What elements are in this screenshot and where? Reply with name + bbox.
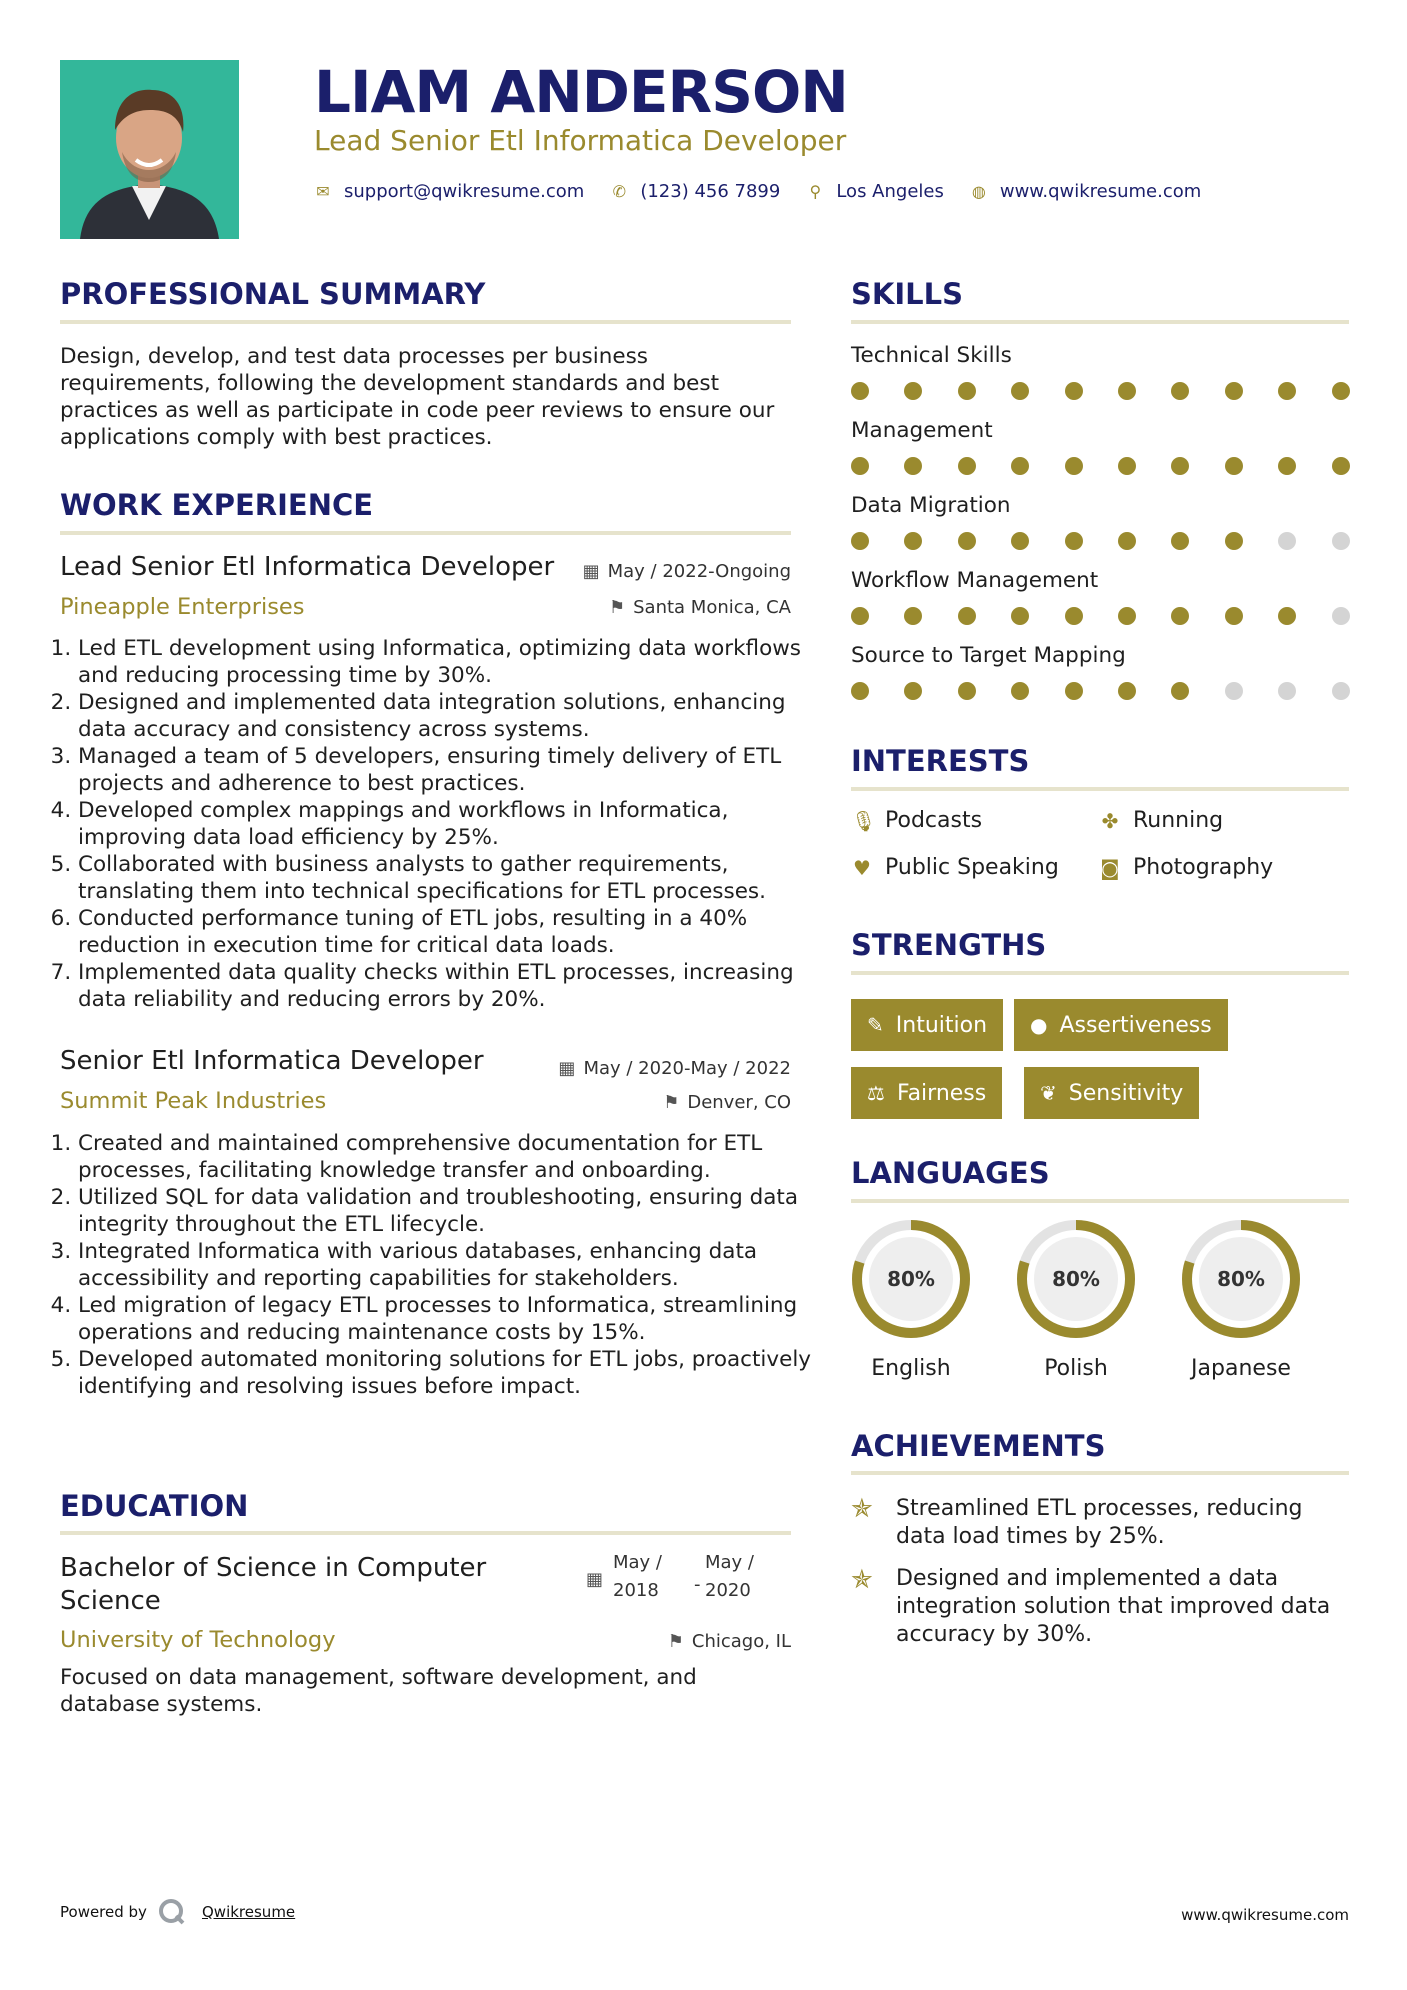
skill-rating [851,382,1351,402]
skill-dot-filled [1065,532,1083,550]
language-name: Japanese [1191,1356,1291,1381]
interest-label: Photography [1133,855,1274,880]
skill-dot-filled [1171,607,1189,625]
skill-dot-filled [1065,682,1083,700]
contact-website[interactable]: www.qwikresume.com [999,180,1202,202]
interest-item [1099,855,1273,880]
skill-dot-filled [904,382,922,400]
skill-dot-filled [958,532,976,550]
list-item: 2. Utilized SQL for data validation and troubleshooting, ensuring data integrity throughout the ETL lifecycle. [78,1184,813,1238]
interest-label: Public Speaking [885,855,1059,880]
exclamation-circle-icon: ● [1030,1013,1048,1037]
interest-label: Podcasts [885,808,983,833]
skill-dot-filled [1225,532,1243,550]
languages-heading: LANGUAGES [851,1156,1050,1190]
strengths-heading: STRENGTHS [851,928,1047,962]
skill-name: Source to Target Mapping [851,643,1126,668]
skill-dot-filled [1118,382,1136,400]
skill-dot-filled [1118,682,1136,700]
skill-dot-empty [1225,682,1243,700]
interest-label: Running [1133,808,1224,833]
language-ring [1016,1219,1136,1339]
language-name: Polish [1044,1356,1108,1381]
skill-dot-filled [1011,457,1029,475]
list-item: 1. Led ETL development using Informatica, optimizing data workflows and reducing processing time by 30%. [78,635,813,689]
skill-dot-empty [1278,682,1296,700]
skill-dot-filled [1011,382,1029,400]
education-location-text: Chicago, IL [691,1631,791,1652]
education-degree: Bachelor of Science in Computer Science [60,1553,487,1616]
paw-icon: ✤ [1101,808,1119,833]
job-bullets [60,635,813,1013]
skill-dot-empty [1332,532,1350,550]
skill-dot-filled [1011,607,1029,625]
language-ring [1181,1219,1301,1339]
section-divider [60,531,791,535]
experience-heading: WORK EXPERIENCE [60,488,374,522]
skill-name: Data Migration [851,493,1011,518]
skill-name: Management [851,418,993,443]
strength-label: Assertiveness [1059,1012,1212,1038]
interest-item [1099,808,1223,833]
skill-dot-filled [1011,682,1029,700]
person-avatar-icon [60,60,239,239]
skill-dot-filled [851,532,869,550]
job-company: Summit Peak Industries [60,1088,327,1114]
job-dates [583,561,791,582]
section-divider [851,971,1349,975]
calendar-icon: ▦ [586,1569,604,1590]
strength-label: Sensitivity [1068,1080,1184,1106]
list-item: 3. Integrated Informatica with various databases, enhancing data accessibility and reporting capabilities for stakeholders. [78,1238,813,1292]
section-divider [851,1471,1349,1475]
skill-dot-filled [1332,457,1350,475]
skill-dot-filled [851,382,869,400]
skill-dot-filled [851,682,869,700]
list-item: 3. Managed a team of 5 developers, ensuring timely delivery of ETL projects and adherence to best practices. [78,743,813,797]
strength-label: Intuition [895,1012,988,1038]
qwikresume-logo-icon [158,1898,186,1926]
education-start-year: 2018 [613,1580,659,1601]
skill-dot-empty [1278,532,1296,550]
contact-location: Los Angeles [836,180,944,202]
contact-phone[interactable]: (123) 456 7899 [640,180,781,202]
education-location [668,1631,791,1652]
skill-dot-filled [1171,457,1189,475]
education-school: University of Technology [60,1627,336,1653]
language-ring-chart [1181,1219,1301,1339]
skill-dot-empty [1332,682,1350,700]
language-ring-chart [1016,1219,1136,1339]
language-name: English [871,1356,951,1381]
strength-badge [851,999,1003,1051]
skill-dot-filled [1278,457,1296,475]
list-item: 6. Conducted performance tuning of ETL jobs, resulting in a 40% reduction in execution time for critical data loads. [78,905,813,959]
job-dates-text: May / 2022-Ongoing [607,561,791,582]
list-item: 4. Developed complex mappings and workflows in Informatica, improving data load efficiency by 25%. [78,797,813,851]
achievements-heading: ACHIEVEMENTS [851,1429,1106,1463]
list-item: 5. Developed automated monitoring solutions for ETL jobs, proactively identifying and resolving issues before impact. [78,1346,813,1400]
skill-name: Workflow Management [851,568,1099,593]
education-description: Focused on data management, software development, and database systems. [60,1665,697,1717]
pin-icon: ⚑ [663,1092,680,1113]
education-start-month: May / [613,1552,662,1573]
strength-label: Fairness [896,1080,987,1106]
list-item: 7. Implemented data quality checks within ETL processes, increasing data reliability and reducing errors by 20%. [78,959,813,1013]
footer-powered-by: Powered by [60,1903,147,1921]
skill-rating [851,607,1351,627]
achievement-text: Streamlined ETL processes, reducing data load times by 25%. [896,1496,1303,1549]
pin-icon: ⚑ [608,597,626,618]
skill-dot-filled [1225,457,1243,475]
skill-dot-empty [1332,607,1350,625]
skill-dot-filled [1118,607,1136,625]
job-location [663,1092,791,1113]
job-dates [558,1058,791,1079]
education-dates [586,1552,791,1608]
skill-rating [851,532,1351,552]
candidate-name: LIAM ANDERSON [314,58,848,126]
section-divider [60,320,791,324]
summary-heading: PROFESSIONAL SUMMARY [60,277,486,311]
list-item: 5. Collaborated with business analysts to gather requirements, translating them into technical specifications for ETL processes. [78,851,813,905]
education-date-separator: - [694,1574,701,1595]
interest-item [851,808,982,833]
job-bullets [60,1130,813,1400]
skill-dot-filled [1118,457,1136,475]
language-ring-chart [851,1219,971,1339]
education-heading: EDUCATION [60,1489,249,1523]
interest-item [851,855,1059,880]
job-dates-text: May / 2020-May / 2022 [583,1058,791,1079]
camera-icon: ◙ [1100,855,1120,880]
job-location-text: Denver, CO [687,1092,791,1113]
education-end-year: 2020 [705,1580,751,1601]
skill-dot-filled [904,607,922,625]
strength-badge [1024,1067,1199,1119]
microphone-icon: 🎙 [851,808,877,833]
skill-rating [851,682,1351,702]
candidate-title: Lead Senior Etl Informatica Developer [314,124,847,157]
section-divider [851,320,1349,324]
skill-dot-filled [1332,382,1350,400]
skill-dot-filled [904,457,922,475]
skills-heading: SKILLS [851,277,963,311]
skill-dot-filled [1278,382,1296,400]
skill-dot-filled [958,607,976,625]
footer-url[interactable]: www.qwikresume.com [1181,1906,1349,1924]
skill-rating [851,457,1351,477]
skill-dot-filled [1065,382,1083,400]
star-award-icon: ✯ [851,1565,873,1595]
skill-dot-filled [958,682,976,700]
skill-dot-filled [1278,607,1296,625]
interests-heading: INTERESTS [851,744,1030,778]
balance-scale-icon: ⚖ [867,1081,885,1105]
skill-name: Technical Skills [851,343,1012,368]
skill-dot-filled [1171,682,1189,700]
skill-dot-filled [1225,382,1243,400]
leaf-icon: ❦ [1040,1081,1057,1105]
contact-email[interactable]: support@qwikresume.com [344,180,585,202]
skill-dot-filled [1171,532,1189,550]
skill-dot-filled [1171,382,1189,400]
section-divider [851,1199,1349,1203]
job-company: Pineapple Enterprises [60,594,305,620]
list-item: 4. Led migration of legacy ETL processes to Informatica, streamlining operations and reducing maintenance costs by 15%. [78,1292,813,1346]
star-award-icon: ✯ [851,1494,873,1524]
language-percent: 80% [1052,1267,1100,1291]
summary-text: Design, develop, and test data processes per business requirements, following the development standards and best practices as well as participate in code peer reviews to ensure our applications comply with best practices. [60,344,775,450]
section-divider [60,1531,791,1535]
pin-icon: ⚑ [667,1631,684,1652]
calendar-icon: ▦ [582,561,600,582]
skill-dot-filled [851,457,869,475]
job-title: Senior Etl Informatica Developer [60,1046,484,1076]
skill-dot-filled [851,607,869,625]
map-marker-icon: ⚲ [809,181,822,201]
list-item: 1. Created and maintained comprehensive documentation for ETL processes, facilitating knowledge transfer and onboarding. [78,1130,813,1184]
skill-dot-filled [1011,532,1029,550]
magic-wand-icon: ✎ [867,1013,884,1037]
language-percent: 80% [1217,1267,1265,1291]
job-location [609,597,791,618]
skill-dot-filled [1225,607,1243,625]
envelope-icon: ✉ [316,181,330,201]
globe-icon: ◍ [971,181,986,201]
skill-dot-filled [1065,457,1083,475]
footer-brand-link[interactable]: Qwikresume [202,1903,296,1921]
language-percent: 80% [887,1267,935,1291]
list-item: 2. Designed and implemented data integration solutions, enhancing data accuracy and consistency across systems. [78,689,813,743]
skill-dot-filled [904,682,922,700]
heartbeat-icon: ♥ [853,855,871,880]
skill-dot-filled [904,532,922,550]
phone-icon: ✆ [612,181,627,201]
achievement-text: Designed and implemented a data integration solution that improved data accuracy by 30%. [896,1566,1331,1647]
strength-badge [851,1067,1002,1119]
skill-dot-filled [1065,607,1083,625]
skill-dot-filled [958,382,976,400]
strength-badge [1014,999,1228,1051]
job-location-text: Santa Monica, CA [633,597,791,618]
calendar-icon: ▦ [558,1058,576,1079]
section-divider [851,787,1349,791]
skill-dot-filled [1118,532,1136,550]
profile-photo [60,60,239,239]
skill-dot-filled [958,457,976,475]
education-end-month: May / [705,1552,754,1573]
job-title: Lead Senior Etl Informatica Developer [60,552,555,582]
language-ring [851,1219,971,1339]
contact-bar [314,178,1227,204]
